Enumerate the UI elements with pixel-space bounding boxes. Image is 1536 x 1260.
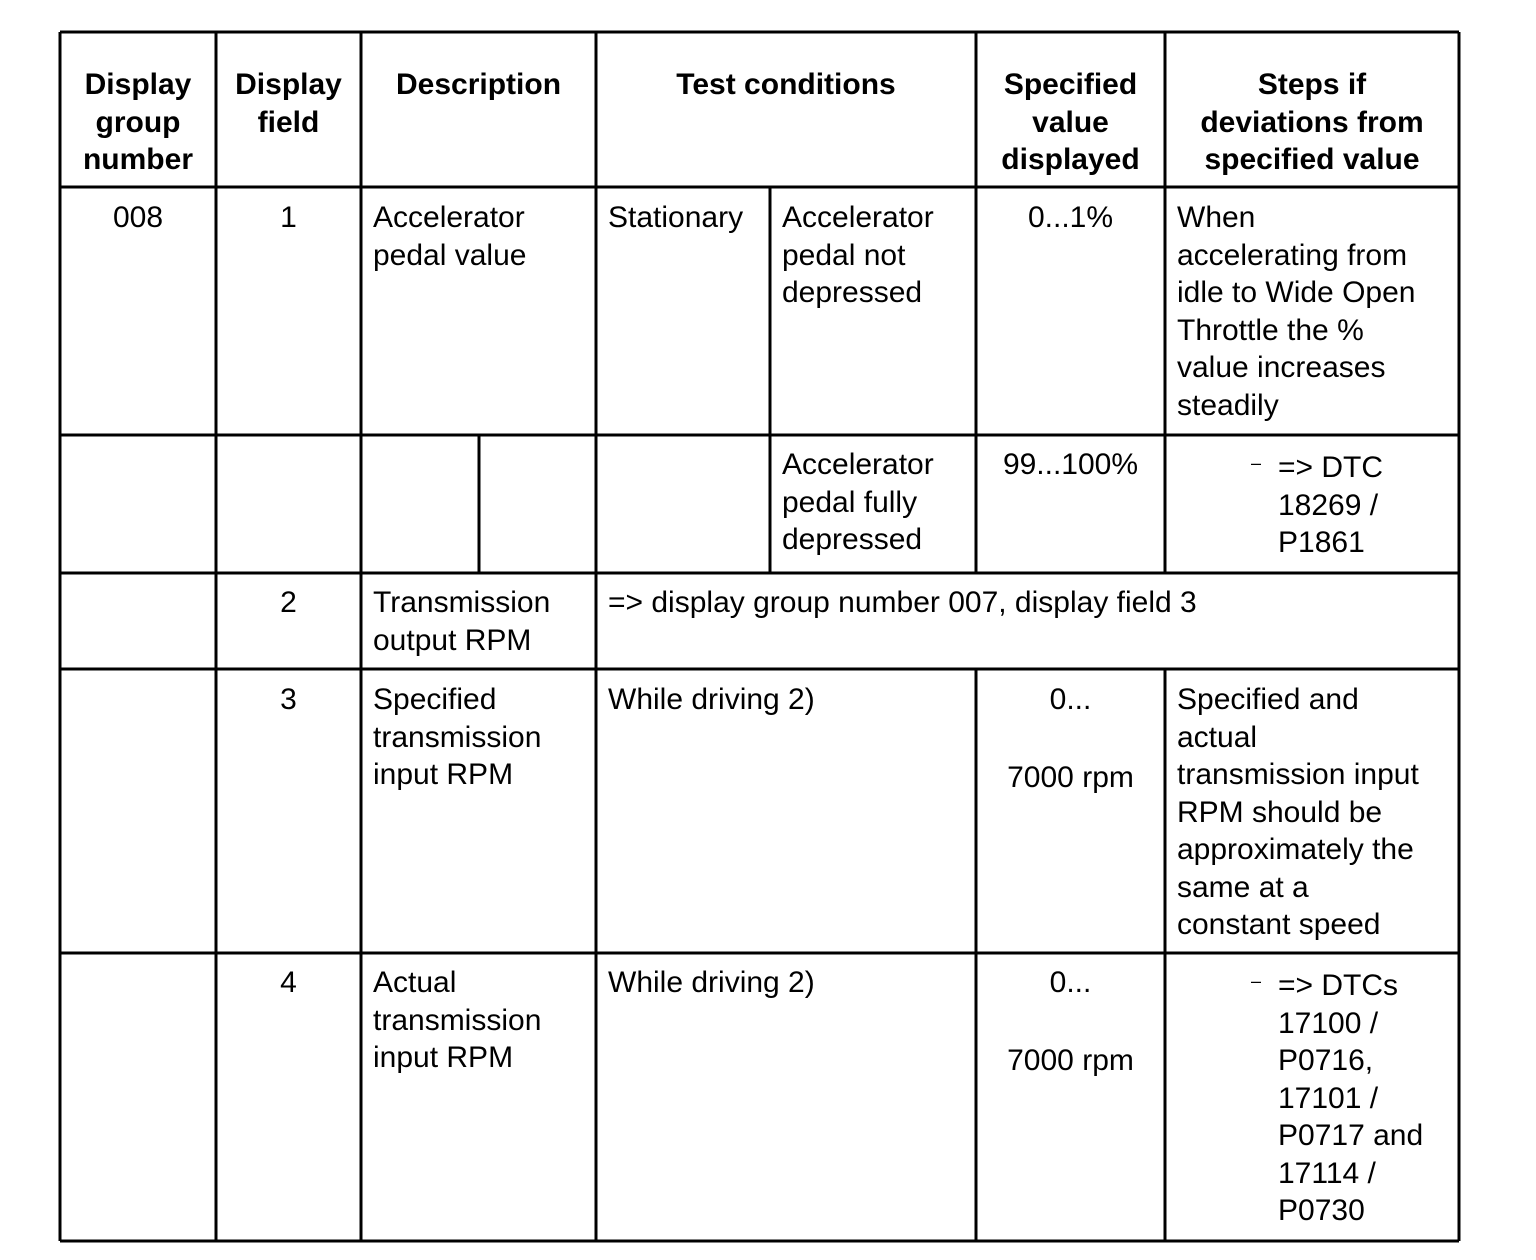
row4-dash: –: [1251, 971, 1262, 991]
row3-specified-value: 0... 7000 rpm: [1007, 683, 1134, 794]
row1-specified-value: 0...1%: [1027, 201, 1114, 234]
row1b-subcondition: Accelerator pedal fully depressed: [782, 448, 934, 556]
row1-description: Accelerator pedal value: [373, 201, 527, 272]
row1b-dash: –: [1251, 453, 1262, 473]
row3-steps: Specified and actual transmission input RPM should be approximately the same at a constant speed: [1177, 683, 1419, 941]
row4-display-field: 4: [280, 966, 297, 999]
header-specified-value: Specified value displayed: [1001, 68, 1140, 176]
header-display-field: Display field: [235, 68, 342, 139]
row2-note: => display group number 007, display field 3: [608, 586, 1197, 619]
row3-description: Specified transmission input RPM: [373, 683, 542, 791]
row1-group-number: 008: [112, 201, 164, 234]
row2-display-field: 2: [280, 586, 297, 619]
row1b-steps: => DTC 18269 / P1861: [1278, 451, 1384, 559]
row4-condition: While driving 2): [608, 966, 815, 999]
row4-description: Actual transmission input RPM: [373, 966, 542, 1074]
header-test-conditions: Test conditions: [676, 68, 896, 101]
row3-display-field: 3: [280, 683, 297, 716]
row1-condition: Stationary: [608, 201, 744, 234]
header-display-group-number: Display group number: [82, 68, 193, 176]
row3-condition: While driving 2): [608, 683, 815, 716]
row1-steps: When accelerating from idle to Wide Open Throttle the % value increases steadily: [1177, 201, 1416, 422]
header-description: Description: [395, 68, 562, 101]
row1b-specified-value: 99...100%: [1002, 448, 1139, 481]
row1-subcondition: Accelerator pedal not depressed: [782, 201, 934, 309]
row4-specified-value: 0... 7000 rpm: [1007, 966, 1134, 1077]
row2-description: Transmission output RPM: [373, 586, 551, 657]
header-steps-if-deviations: Steps if deviations from specified value: [1200, 68, 1424, 176]
row4-steps: => DTCs 17100 / P0716, 17101 / P0717 and 17114 / P0730: [1278, 969, 1424, 1227]
row1-display-field: 1: [280, 201, 297, 234]
